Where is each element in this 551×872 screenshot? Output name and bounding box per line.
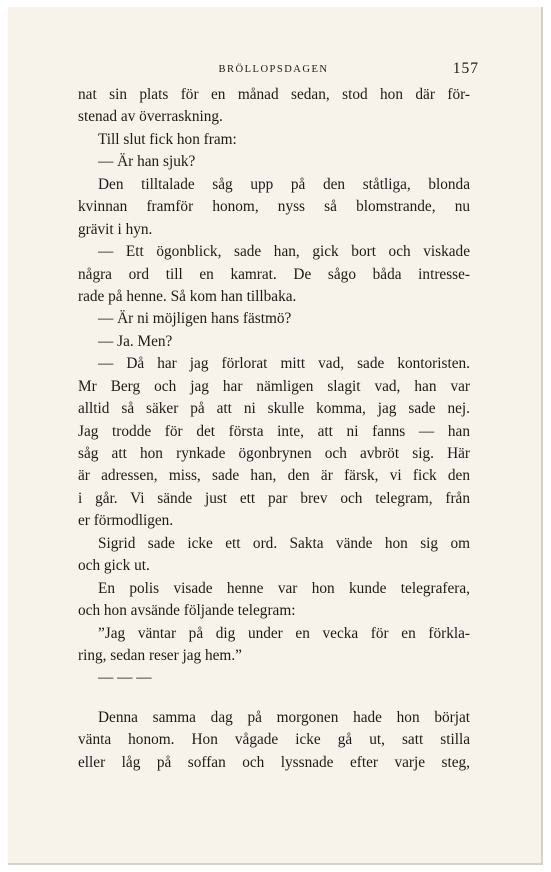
text-line: är adressen, miss, sade han, den är färsk, vi fick den <box>78 467 470 485</box>
text-line: er förmodligen. <box>78 512 174 530</box>
text-line: kvinnan framför honom, nyss så blomstrande, nu <box>78 198 470 216</box>
page-number: 157 <box>452 60 479 77</box>
text-line: Den tilltalade såg upp på den ståtliga, blonda <box>98 175 470 193</box>
text-line: eller låg på soffan och lyssnade efter varje steg, <box>78 753 470 771</box>
text-line: Denna samma dag på morgonen hade hon börjat <box>98 708 470 726</box>
text-line: ring, sedan reser jag hem.” <box>78 646 242 664</box>
text-line: stenad av överraskning. <box>78 108 223 126</box>
running-title: BRÖLLOPSDAGEN <box>218 64 329 75</box>
text-line: ”Jag väntar på dig under en vecka för en förkla- <box>98 624 470 642</box>
text-line: Till slut fick hon fram: <box>98 130 237 148</box>
text-line: några ord till en kamrat. De sågo båda intresse- <box>78 265 470 283</box>
text-line: rade på henne. Så kom han tillbaka. <box>78 287 297 305</box>
text-line: — Är ni möjligen hans fästmö? <box>98 310 292 328</box>
text-line: och gick ut. <box>78 557 150 575</box>
page-header <box>78 58 479 82</box>
text-line: i går. Vi sände just ett par brev och telegram, från <box>78 489 470 507</box>
text-line: alltid så säker på att ni skulle komma, jag sade nej. <box>78 400 470 418</box>
text-line: nat sin plats för en månad sedan, stod hon där för- <box>78 86 470 103</box>
text-line: vänta honom. Hon vågade icke gå ut, satt stilla <box>78 731 470 749</box>
text-line: En polis visade henne var hon kunde telegrafera, <box>98 579 470 597</box>
blank-space <box>78 690 470 707</box>
text-line: Sigrid sade icke ett ord. Sakta vände hon sig om <box>98 534 470 552</box>
text-line: Jag trodde för det första inte, att ni fanns — han <box>78 422 470 440</box>
body-text <box>78 84 470 774</box>
section-break: — — — <box>98 669 152 687</box>
text-line: såg att hon rynkade ögonbrynen och avbröt sig. Här <box>78 445 470 462</box>
text-line: — Ja. Men? <box>98 332 173 350</box>
text-line: Mr Berg och jag har nämligen slagit vad, han var <box>78 377 470 395</box>
text-line: — Ett ögonblick, sade han, gick bort och viskade <box>98 243 470 261</box>
text-line: och hon avsände följande telegram: <box>78 602 296 620</box>
text-line: — Är han sjuk? <box>98 153 196 171</box>
text-line: grävit i hyn. <box>78 220 153 238</box>
text-line: — Då har jag förlorat mitt vad, sade kontoristen. <box>98 355 470 373</box>
